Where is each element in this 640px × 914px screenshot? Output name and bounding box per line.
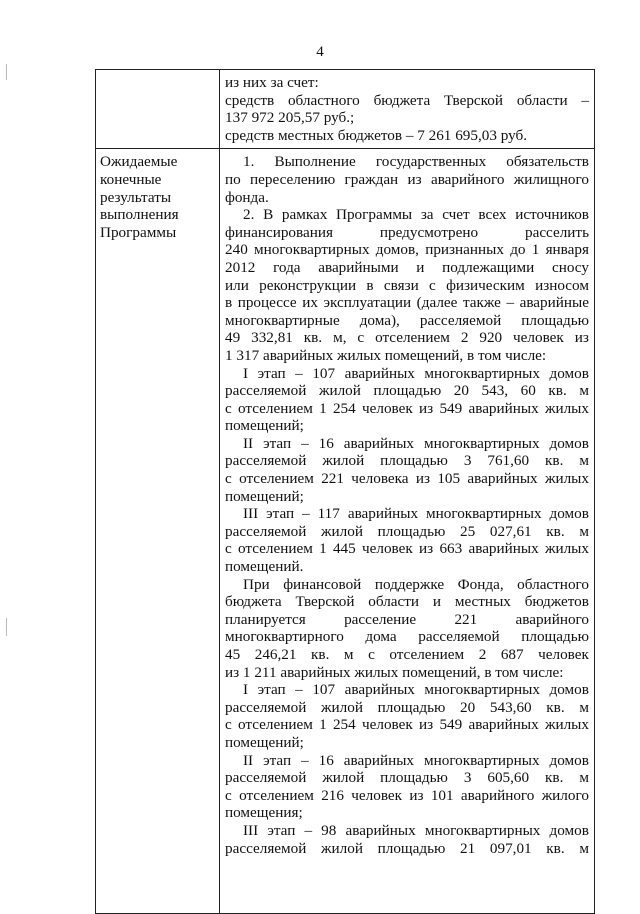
word: этап [263, 434, 292, 452]
word: 445 [332, 540, 356, 558]
word: с [357, 329, 365, 347]
word: аварийных [343, 751, 415, 769]
word: отселением [375, 329, 450, 347]
word: 21 [460, 839, 476, 857]
content-line: 1 317 аварийных жилых помещений, в том числе: [225, 346, 547, 364]
word: этап [263, 751, 292, 769]
content-line [225, 523, 589, 541]
word: 3 [463, 452, 472, 470]
word: отселением [389, 646, 465, 663]
content-line [225, 593, 589, 611]
content-line [225, 822, 589, 840]
word: областного [287, 91, 360, 109]
left-margin-mark-top [6, 64, 7, 80]
word: государственных [375, 153, 487, 171]
word: I [243, 681, 249, 699]
word: 216 [321, 786, 344, 804]
word: человек [351, 786, 403, 804]
word: бюджета [225, 593, 282, 611]
word: отселением [239, 786, 314, 804]
content-line [225, 400, 589, 418]
content-line [225, 787, 589, 805]
word: человек [513, 329, 564, 347]
word: расселяемой [225, 698, 307, 716]
word: аварийных [344, 681, 415, 699]
word: переселению [250, 170, 336, 188]
content-line: помещений. [225, 558, 304, 576]
word: – [295, 681, 303, 699]
content-line [225, 452, 589, 470]
word: аварийных [343, 434, 415, 452]
word: из [415, 470, 430, 488]
word: кв. [546, 698, 565, 716]
content-line [225, 505, 589, 523]
word: – [506, 294, 515, 312]
content-line [225, 365, 589, 383]
word: реконструкции [259, 276, 357, 294]
word: кв. [545, 452, 564, 470]
word: 16 [318, 434, 334, 452]
word: 2 [460, 329, 469, 347]
content-line: из 1 211 аварийных жилых помещений, в том числе: [225, 663, 564, 681]
word: эксплуатации [323, 294, 412, 312]
word: Выполнение [274, 153, 356, 171]
word: жилых [544, 716, 589, 734]
word: всех [478, 206, 507, 224]
word: процессе [237, 294, 297, 312]
word: кв. [546, 839, 565, 857]
row-label-line: Ожидаемые [100, 153, 178, 171]
word: домов [549, 434, 589, 452]
content-line [225, 540, 589, 558]
word: 2 [478, 646, 487, 663]
word: многоквартирных [424, 751, 540, 769]
word: II [243, 751, 254, 769]
row-content-cell [220, 70, 595, 149]
left-margin-mark-bottom [6, 618, 7, 636]
row-label-line: результаты [100, 188, 172, 206]
word: жилой [321, 698, 363, 716]
word: также [462, 294, 501, 312]
word: 107 [312, 681, 336, 699]
word: 101 [430, 786, 454, 804]
word: 761,60 [487, 452, 530, 470]
word: 549 [439, 399, 463, 417]
word: планируется [225, 610, 306, 628]
content-line [225, 716, 589, 734]
word: жилой [321, 839, 363, 857]
word: 543, [481, 382, 509, 400]
word: кв. [303, 329, 323, 347]
word: многоквартирных [424, 681, 540, 699]
content-line: помещений; [225, 733, 304, 751]
word: до [510, 241, 526, 259]
word: из [574, 329, 589, 347]
word: многоквартирных [254, 241, 370, 259]
word: этап [257, 364, 286, 382]
word: жилых [544, 399, 589, 417]
word: аварийных [468, 540, 539, 558]
word: 25 [460, 522, 476, 540]
word: 1 [531, 241, 540, 259]
word: – [295, 364, 303, 382]
content-line [225, 646, 589, 664]
word: человек [362, 716, 413, 734]
word: отселением [238, 399, 313, 417]
word: в [225, 294, 233, 312]
word: расселение [344, 610, 417, 628]
word: площадью [521, 311, 589, 329]
word: площадью [373, 382, 442, 400]
word: 98 [321, 821, 337, 839]
word: сносу [551, 258, 589, 276]
word: января [545, 241, 589, 259]
word: 240 [225, 241, 248, 259]
content-line [225, 769, 589, 787]
content-line: помещения; [225, 804, 303, 822]
word: 663 [439, 540, 463, 558]
word: источников [515, 206, 589, 224]
word: I [243, 364, 249, 382]
word: 1 [319, 716, 327, 734]
word: расселяемой [225, 769, 307, 787]
word: 1. [243, 153, 255, 171]
content-line [225, 628, 589, 646]
word: года [273, 258, 301, 276]
word: – [304, 821, 313, 839]
word: аварийного [430, 170, 505, 188]
word: признанных [425, 241, 504, 259]
word: 687 [500, 646, 524, 663]
word: с [368, 646, 375, 663]
word: аварийных [345, 821, 416, 839]
content-line [225, 224, 589, 242]
word: – [302, 505, 310, 523]
row-label-cell [96, 70, 220, 149]
content-line [225, 241, 589, 259]
content-line: средств местных бюджетов – 7 261 695,03 руб. [225, 126, 528, 144]
word: с [225, 399, 232, 417]
word: этап [257, 681, 286, 699]
word: 254 [332, 716, 356, 734]
word: м [579, 698, 589, 716]
word: многоквартирных [426, 505, 542, 523]
word: домов [549, 505, 589, 523]
word: многоквартирные [225, 311, 340, 329]
word: 097,01 [489, 839, 532, 857]
word: Тверской [295, 593, 355, 611]
word: многоквартирного [225, 628, 344, 646]
content-line [225, 435, 589, 453]
word: м [579, 522, 589, 540]
word: человека [351, 470, 409, 488]
word: жилой [322, 452, 365, 470]
word: многоквартирных [424, 434, 540, 452]
content-line [225, 681, 589, 699]
word: 105 [437, 470, 461, 488]
row-label-cell [96, 149, 220, 914]
content-line [225, 206, 589, 224]
table-row-financing [96, 70, 595, 149]
word: 107 [312, 364, 336, 382]
word: расселяемой [419, 311, 502, 329]
word: аварийных [467, 470, 538, 488]
word: 605,60 [487, 769, 530, 787]
word: расселить [524, 223, 589, 241]
word: или [225, 276, 249, 294]
content-line: фонда. [225, 188, 269, 206]
content-line [225, 259, 589, 277]
row-label-line: Программы [100, 223, 177, 241]
word: аварийные [519, 294, 589, 312]
word: 027,61 [489, 522, 532, 540]
word: из [407, 170, 422, 188]
word: кв. [311, 646, 330, 663]
table-row-expected-results [96, 149, 595, 914]
word: и [432, 593, 442, 611]
word: предусмотрено [379, 223, 479, 241]
word: местных [454, 593, 511, 611]
content-line [225, 312, 589, 330]
word: площадью [377, 698, 446, 716]
word: 2012 [225, 258, 256, 276]
word: по [225, 170, 241, 188]
word: этап [267, 821, 296, 839]
word: домов [549, 364, 589, 382]
word: При [243, 575, 270, 593]
word: связи [383, 276, 419, 294]
row-content-cell [220, 149, 595, 914]
word: Тверской [444, 91, 504, 109]
content-line [225, 294, 589, 312]
word: 221 [321, 470, 344, 488]
word: аварийными [318, 258, 399, 276]
word: 332,81 [251, 329, 293, 347]
word: домов, [375, 241, 419, 259]
word: 45 [225, 646, 241, 663]
word: из [409, 786, 424, 804]
word: из [419, 716, 434, 734]
word: рамках [281, 206, 328, 224]
word: износом [535, 276, 589, 294]
word: дома), [359, 311, 400, 329]
word: площадью [377, 522, 446, 540]
word: жилых [544, 540, 589, 558]
word: с [225, 786, 232, 804]
word: 549 [439, 716, 463, 734]
word: 920 [479, 329, 503, 347]
word: жилого [541, 786, 589, 804]
word: из [419, 399, 434, 417]
word: – [301, 434, 309, 452]
word: области [516, 91, 568, 109]
word: финансовой [283, 575, 362, 593]
row-label-line: выполнения [100, 206, 179, 224]
word: человек [362, 540, 413, 558]
content-line [225, 329, 589, 347]
word: аварийных [344, 364, 415, 382]
word: расселяемой [225, 522, 307, 540]
word: м, [333, 329, 347, 347]
content-line [225, 92, 589, 110]
word: 20 [460, 698, 476, 716]
word: м [343, 646, 354, 663]
word: кв. [548, 382, 567, 400]
word: расселяемой [225, 452, 307, 470]
word: II [243, 434, 254, 452]
word: 1 [319, 399, 327, 417]
word: площадью [377, 839, 446, 857]
word: подлежащими [442, 258, 535, 276]
word: домов [549, 821, 589, 839]
word: жилых [544, 470, 589, 488]
word: счет [442, 206, 470, 224]
word: площадью [380, 769, 448, 787]
word: 20 [453, 382, 469, 400]
word: Фонда, [457, 575, 504, 593]
content-line: помещений; [225, 487, 304, 505]
word: бюджета [373, 91, 431, 109]
word: из [419, 540, 434, 558]
content-line [225, 171, 589, 189]
word: площадью [380, 452, 448, 470]
content-line [225, 576, 589, 594]
word: 246,21 [254, 646, 297, 663]
word: кв. [546, 522, 565, 540]
word: 254 [332, 399, 356, 417]
content-line [225, 153, 589, 171]
word: м [579, 839, 589, 857]
content-line [225, 277, 589, 295]
word: 3 [463, 769, 472, 787]
word: поддержке [374, 575, 445, 593]
word: аварийных [468, 716, 539, 734]
word: многоквартирных [424, 364, 540, 382]
word: 1 [319, 540, 327, 558]
word: областного [517, 575, 589, 593]
page-number: 4 [316, 44, 324, 60]
content-line: помещений; [225, 417, 304, 435]
content-line [225, 611, 589, 629]
content-line [225, 699, 589, 717]
word: жилой [322, 769, 365, 787]
content-line [225, 752, 589, 770]
word: 2. [243, 206, 255, 224]
word: с [225, 540, 232, 558]
content-line: из них за счет: [225, 74, 319, 91]
word: финансирования [225, 223, 333, 241]
word: бюджетов [524, 593, 589, 611]
word: III [243, 821, 259, 839]
word: расселяемой [418, 628, 500, 646]
word: с [429, 276, 436, 294]
word: м [579, 769, 589, 787]
word: аварийного [460, 786, 535, 804]
word: расселяемой [225, 839, 307, 857]
word: 49 [225, 329, 241, 347]
word: жилищного [513, 170, 589, 188]
word: за [420, 206, 434, 224]
word: аварийного [515, 610, 589, 628]
word: Программы [335, 206, 413, 224]
row-label-line: конечные [100, 170, 162, 188]
word: домов [549, 751, 589, 769]
word: 60 [520, 382, 536, 400]
word: физическим [446, 276, 525, 294]
program-passport-table [95, 69, 595, 914]
word: (далее [416, 294, 458, 312]
word: III [243, 505, 259, 523]
word: человек [362, 399, 413, 417]
word: дома [365, 628, 397, 646]
word: домов [549, 681, 589, 699]
word: кв. [545, 769, 564, 787]
word: человек [538, 646, 589, 663]
word: м [579, 452, 589, 470]
word: жилой [318, 382, 361, 400]
word: граждан [344, 170, 399, 188]
word: области [368, 593, 420, 611]
word: м [579, 382, 589, 400]
content-line [225, 840, 589, 858]
word: 221 [454, 610, 478, 628]
word: в [366, 276, 374, 294]
word: расселяемой [225, 382, 307, 400]
word: отселением [238, 540, 313, 558]
word: многоквартирных [424, 821, 541, 839]
word: жилой [321, 522, 363, 540]
word: их [302, 294, 318, 312]
word: аварийных [347, 505, 419, 523]
word: отселением [238, 716, 313, 734]
word: аварийных [468, 399, 539, 417]
content-line [225, 470, 589, 488]
word: средств [225, 91, 275, 109]
word: площадью [521, 628, 589, 646]
word: 16 [318, 751, 334, 769]
word: 117 [317, 505, 340, 523]
word: отселением [239, 470, 314, 488]
word: – [301, 751, 309, 769]
word: обязательств [506, 153, 589, 171]
word: 543,60 [489, 698, 532, 716]
word: В [263, 206, 274, 224]
word: с [225, 470, 232, 488]
word: – [581, 91, 589, 109]
word: этап [266, 505, 295, 523]
word: и [416, 258, 425, 276]
content-line: 137 972 205,57 руб.; [225, 109, 355, 127]
content-line [225, 382, 589, 400]
word: с [225, 716, 232, 734]
